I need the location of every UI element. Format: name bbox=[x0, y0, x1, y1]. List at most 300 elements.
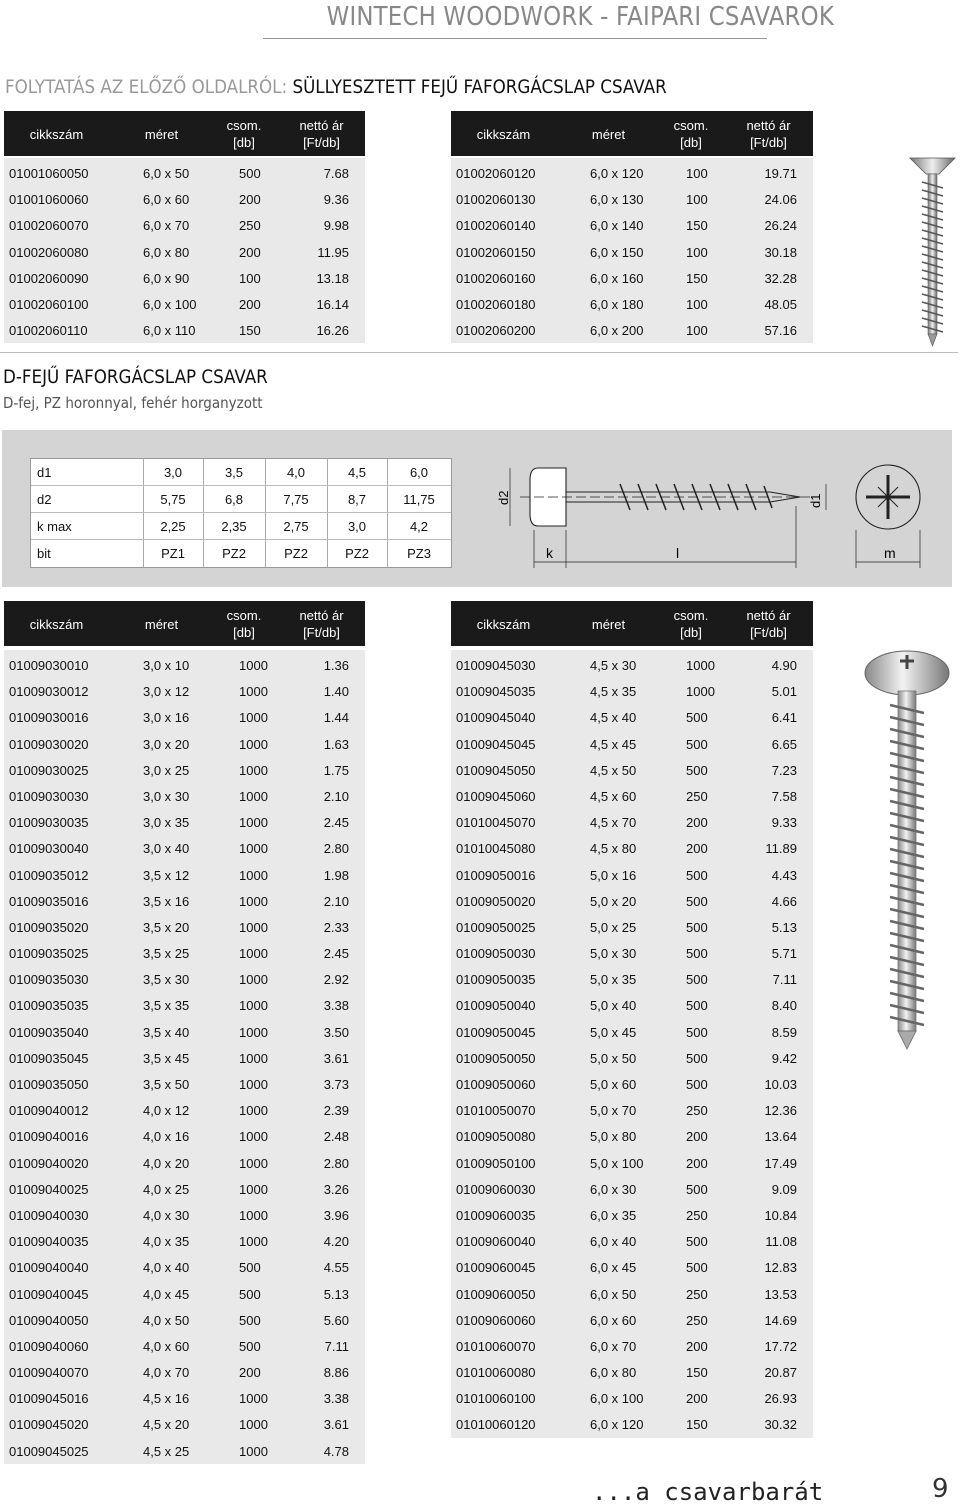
diagram-d2-label: d2 bbox=[496, 490, 511, 505]
cell-price: 7.11 bbox=[324, 1338, 349, 1354]
header-qty-line2: [db] bbox=[233, 135, 255, 150]
table-row bbox=[4, 1281, 365, 1307]
cell-price: 12.83 bbox=[764, 1260, 797, 1276]
cell-price: 1.63 bbox=[323, 736, 349, 752]
section1-heading bbox=[5, 76, 667, 98]
cell-price: 16.14 bbox=[316, 296, 349, 312]
cell-price: 2.80 bbox=[323, 841, 349, 857]
cell-code: 01009030025 bbox=[9, 762, 89, 778]
cell-price: 9.09 bbox=[771, 1181, 797, 1197]
cell-size: 6,0 x 35 bbox=[590, 1207, 637, 1223]
table-row bbox=[4, 186, 365, 212]
section1-prefix: FOLYTATÁS AZ ELŐZŐ OLDALRÓL: bbox=[5, 76, 293, 98]
cell-size: 4,5 x 16 bbox=[143, 1391, 190, 1407]
screw-dimension-diagram bbox=[490, 450, 950, 580]
cell-code: 01009060060 bbox=[456, 1312, 536, 1328]
cell-code: 01009035025 bbox=[9, 946, 89, 962]
cell-qty: 1000 bbox=[239, 1024, 268, 1040]
cell-code: 01002060180 bbox=[456, 296, 536, 312]
table-header bbox=[451, 111, 813, 156]
spec-value: 3,0 bbox=[347, 519, 367, 534]
table-header bbox=[4, 601, 365, 646]
cell-qty: 500 bbox=[686, 762, 708, 778]
cell-code: 01001060060 bbox=[9, 192, 89, 208]
spec-row bbox=[31, 540, 451, 567]
table-row bbox=[451, 835, 813, 861]
cell-size: 6,0 x 70 bbox=[143, 218, 190, 234]
cell-code: 01009060040 bbox=[456, 1234, 536, 1250]
cell-code: 01009030010 bbox=[9, 658, 89, 673]
table-row bbox=[451, 1097, 813, 1123]
cell-price: 2.39 bbox=[323, 1103, 349, 1119]
cell-qty: 150 bbox=[686, 1365, 708, 1381]
header-qty-line2: [db] bbox=[233, 625, 255, 640]
cell-qty: 200 bbox=[239, 296, 261, 312]
cell-price: 10.84 bbox=[764, 1207, 797, 1223]
cell-code: 01002060070 bbox=[9, 218, 89, 234]
cell-qty: 250 bbox=[686, 788, 708, 804]
table-row bbox=[4, 265, 365, 291]
cell-code: 01009040025 bbox=[9, 1181, 89, 1197]
table-row bbox=[4, 160, 365, 186]
table-row bbox=[4, 652, 365, 678]
cell-qty: 100 bbox=[686, 323, 708, 339]
table-row bbox=[4, 940, 365, 966]
table-row bbox=[451, 731, 813, 757]
cell-qty: 500 bbox=[686, 867, 708, 883]
cell-size: 4,5 x 80 bbox=[590, 841, 637, 857]
cell-price: 2.45 bbox=[323, 946, 349, 962]
cell-code: 01009050016 bbox=[456, 867, 536, 883]
cell-price: 2.10 bbox=[323, 893, 349, 909]
cell-price: 57.16 bbox=[764, 323, 797, 339]
product-table-4 bbox=[451, 601, 813, 1438]
header-size: méret bbox=[591, 617, 626, 632]
cell-size: 6,0 x 80 bbox=[590, 1365, 637, 1381]
cell-qty: 1000 bbox=[239, 1129, 268, 1145]
cell-size: 3,0 x 35 bbox=[143, 815, 190, 831]
cell-price: 1.75 bbox=[323, 762, 349, 778]
table-row bbox=[451, 757, 813, 783]
cell-code: 01002060120 bbox=[456, 166, 536, 181]
cell-price: 4.55 bbox=[323, 1260, 349, 1276]
spec-value: PZ1 bbox=[161, 546, 185, 561]
table-row bbox=[451, 1254, 813, 1280]
cell-price: 10.03 bbox=[764, 1077, 797, 1092]
cell-size: 4,0 x 25 bbox=[143, 1181, 190, 1197]
cell-qty: 1000 bbox=[239, 1417, 268, 1433]
cell-qty: 1000 bbox=[239, 998, 268, 1014]
spec-value: PZ2 bbox=[345, 546, 369, 561]
header-size: méret bbox=[591, 127, 626, 142]
cell-size: 4,5 x 45 bbox=[590, 736, 637, 752]
cell-code: 01002060090 bbox=[9, 270, 89, 286]
table-body bbox=[451, 158, 813, 343]
cell-code: 01009045025 bbox=[9, 1443, 89, 1459]
diagram-m-label: m bbox=[884, 545, 896, 561]
cell-code: 01009040020 bbox=[9, 1155, 89, 1171]
diagram-k-label: k bbox=[546, 545, 553, 561]
cell-qty: 1000 bbox=[686, 658, 715, 673]
header-price-line1: nettó ár bbox=[746, 608, 791, 623]
diagram-l-label: l bbox=[676, 545, 680, 561]
cell-price: 30.18 bbox=[764, 244, 797, 260]
table-row bbox=[451, 1228, 813, 1254]
table-row bbox=[4, 1202, 365, 1228]
cell-size: 6,0 x 50 bbox=[590, 1286, 637, 1302]
cell-qty: 500 bbox=[686, 919, 708, 935]
cell-price: 11.95 bbox=[317, 244, 349, 260]
cell-price: 26.93 bbox=[764, 1391, 797, 1407]
cell-price: 2.80 bbox=[323, 1155, 349, 1171]
cell-size: 6,0 x 120 bbox=[590, 1417, 644, 1433]
cell-code: 01009050020 bbox=[456, 893, 536, 909]
table-row bbox=[451, 160, 813, 186]
cell-code: 01009035035 bbox=[9, 998, 89, 1014]
cell-qty: 500 bbox=[686, 972, 708, 988]
header-qty-line1: csom. bbox=[673, 118, 709, 133]
cell-code: 01002060110 bbox=[9, 323, 88, 339]
cell-code: 01009050035 bbox=[456, 972, 536, 988]
cell-size: 3,5 x 12 bbox=[143, 867, 190, 883]
table-row bbox=[4, 1176, 365, 1202]
header-size: méret bbox=[144, 127, 179, 142]
header-code: cikkszám bbox=[476, 617, 531, 632]
cell-size: 4,0 x 60 bbox=[143, 1338, 190, 1354]
cell-qty: 500 bbox=[686, 736, 708, 752]
spec-label: k max bbox=[37, 519, 72, 534]
header-qty-line1: csom. bbox=[226, 118, 262, 133]
cell-code: 01009040016 bbox=[9, 1129, 89, 1145]
cell-code: 01009060030 bbox=[456, 1181, 536, 1197]
table-header bbox=[4, 111, 365, 156]
cell-size: 4,0 x 45 bbox=[143, 1286, 190, 1302]
table-row bbox=[4, 1150, 365, 1176]
cell-qty: 1000 bbox=[239, 1050, 268, 1066]
table-row bbox=[451, 212, 813, 238]
cell-qty: 200 bbox=[686, 1391, 708, 1407]
header-price-line2: [Ft/db] bbox=[303, 625, 340, 640]
cell-qty: 500 bbox=[686, 1234, 708, 1250]
table-row bbox=[4, 678, 365, 704]
cell-size: 5,0 x 50 bbox=[590, 1050, 637, 1066]
table-row bbox=[4, 291, 365, 317]
cell-qty: 500 bbox=[239, 1286, 261, 1302]
cell-qty: 1000 bbox=[239, 919, 268, 935]
spec-table bbox=[30, 458, 452, 568]
table-row bbox=[4, 1228, 365, 1254]
table-row bbox=[451, 1281, 813, 1307]
table-row bbox=[451, 1150, 813, 1176]
cell-price: 3.73 bbox=[323, 1077, 349, 1092]
table-row bbox=[4, 992, 365, 1018]
table-row bbox=[451, 704, 813, 730]
table-header bbox=[451, 601, 813, 646]
cell-price: 11.08 bbox=[765, 1234, 797, 1250]
spec-value: 7,75 bbox=[283, 492, 309, 507]
table-body bbox=[4, 158, 365, 343]
section2-subtitle: D-fej, PZ horonnyal, fehér horganyzott bbox=[3, 394, 263, 412]
cell-price: 5.60 bbox=[323, 1312, 349, 1328]
cell-price: 3.96 bbox=[323, 1207, 349, 1223]
cell-qty: 1000 bbox=[239, 1443, 268, 1459]
cell-qty: 100 bbox=[686, 244, 708, 260]
cell-code: 01009050025 bbox=[456, 919, 536, 935]
table-row bbox=[4, 835, 365, 861]
cell-size: 6,0 x 160 bbox=[590, 270, 644, 286]
cell-size: 4,5 x 50 bbox=[590, 762, 637, 778]
table-row bbox=[451, 1176, 813, 1202]
cell-price: 30.32 bbox=[764, 1417, 797, 1433]
cell-size: 3,5 x 50 bbox=[143, 1077, 190, 1092]
cell-qty: 1000 bbox=[239, 841, 268, 857]
table-row bbox=[451, 914, 813, 940]
spec-value: 2,35 bbox=[221, 519, 247, 534]
cell-qty: 500 bbox=[686, 710, 708, 726]
table-row bbox=[451, 678, 813, 704]
cell-code: 01009045045 bbox=[456, 736, 536, 752]
cell-qty: 1000 bbox=[239, 658, 268, 673]
cell-qty: 1000 bbox=[239, 736, 268, 752]
cell-size: 6,0 x 60 bbox=[143, 192, 190, 208]
cell-price: 3.50 bbox=[323, 1024, 349, 1040]
cell-size: 6,0 x 50 bbox=[143, 166, 190, 181]
cell-qty: 200 bbox=[686, 841, 708, 857]
cell-size: 6,0 x 100 bbox=[143, 296, 197, 312]
table-row bbox=[451, 1045, 813, 1071]
cell-code: 01009040070 bbox=[9, 1365, 89, 1381]
cell-price: 9.36 bbox=[323, 192, 349, 208]
header-size: méret bbox=[144, 617, 179, 632]
cell-size: 6,0 x 90 bbox=[143, 270, 190, 286]
cell-code: 01009035050 bbox=[9, 1077, 89, 1092]
cell-size: 4,0 x 70 bbox=[143, 1365, 190, 1381]
cell-price: 1.98 bbox=[323, 867, 349, 883]
cell-size: 3,5 x 40 bbox=[143, 1024, 190, 1040]
cell-code: 01002060130 bbox=[456, 192, 536, 208]
product-table-2 bbox=[451, 111, 813, 343]
cell-code: 01009045020 bbox=[9, 1417, 89, 1433]
spec-label: d1 bbox=[37, 465, 52, 480]
cell-price: 9.33 bbox=[771, 815, 797, 831]
cell-size: 5,0 x 16 bbox=[590, 867, 637, 883]
cell-qty: 1000 bbox=[239, 1155, 268, 1171]
cell-qty: 1000 bbox=[239, 1207, 268, 1223]
cell-qty: 500 bbox=[686, 1050, 708, 1066]
cell-qty: 1000 bbox=[239, 1391, 268, 1407]
cell-price: 1.36 bbox=[323, 658, 349, 673]
spec-value: 2,25 bbox=[160, 519, 186, 534]
cell-code: 01002060080 bbox=[9, 244, 89, 260]
table-row bbox=[4, 317, 365, 343]
cell-price: 3.61 bbox=[323, 1417, 349, 1433]
cell-size: 6,0 x 100 bbox=[590, 1391, 644, 1407]
cell-size: 6,0 x 45 bbox=[590, 1260, 637, 1276]
table-row bbox=[4, 239, 365, 265]
cell-code: 01002060200 bbox=[456, 323, 536, 339]
cell-size: 3,5 x 16 bbox=[143, 893, 190, 909]
table-row bbox=[451, 291, 813, 317]
cell-price: 17.72 bbox=[764, 1338, 797, 1354]
cell-size: 4,5 x 60 bbox=[590, 788, 637, 804]
cell-qty: 150 bbox=[686, 218, 708, 234]
header-price-line2: [Ft/db] bbox=[303, 135, 340, 150]
cell-qty: 100 bbox=[686, 192, 708, 208]
header-price-line1: nettó ár bbox=[299, 608, 344, 623]
diagram-d1-label: d1 bbox=[808, 493, 823, 508]
cell-price: 9.98 bbox=[323, 218, 349, 234]
cell-size: 6,0 x 40 bbox=[590, 1234, 637, 1250]
cell-size: 3,0 x 25 bbox=[143, 762, 190, 778]
cell-qty: 1000 bbox=[239, 1077, 268, 1092]
table-row bbox=[4, 1045, 365, 1071]
table-row bbox=[4, 1071, 365, 1097]
cell-code: 01010050070 bbox=[456, 1103, 536, 1119]
cell-qty: 200 bbox=[239, 244, 261, 260]
cell-qty: 1000 bbox=[239, 972, 268, 988]
spec-value: PZ3 bbox=[407, 546, 431, 561]
table-row bbox=[451, 239, 813, 265]
cell-code: 01009050040 bbox=[456, 998, 536, 1014]
cell-code: 01009050060 bbox=[456, 1077, 536, 1092]
cell-code: 01009060035 bbox=[456, 1207, 536, 1223]
cell-size: 5,0 x 80 bbox=[590, 1129, 637, 1145]
header-qty-line2: [db] bbox=[680, 135, 702, 150]
cell-size: 6,0 x 140 bbox=[590, 218, 644, 234]
cell-size: 4,5 x 35 bbox=[590, 684, 637, 700]
cell-size: 4,5 x 30 bbox=[590, 658, 637, 673]
spec-row bbox=[31, 486, 451, 513]
product-table-3 bbox=[4, 601, 365, 1464]
cell-price: 13.53 bbox=[764, 1286, 797, 1302]
spec-value: 6,0 bbox=[409, 465, 429, 480]
cell-qty: 500 bbox=[686, 1260, 708, 1276]
cell-price: 5.13 bbox=[771, 919, 797, 935]
cell-price: 7.58 bbox=[771, 788, 797, 804]
cell-size: 4,5 x 40 bbox=[590, 710, 637, 726]
table-row bbox=[451, 1019, 813, 1045]
cell-qty: 250 bbox=[686, 1207, 708, 1223]
cell-qty: 150 bbox=[239, 323, 261, 339]
cell-size: 6,0 x 150 bbox=[590, 244, 644, 260]
cell-code: 01009035016 bbox=[9, 893, 89, 909]
section-divider bbox=[0, 352, 958, 353]
cell-code: 01009045035 bbox=[456, 684, 536, 700]
cell-size: 6,0 x 70 bbox=[590, 1338, 637, 1354]
cell-price: 32.28 bbox=[764, 270, 797, 286]
cell-size: 4,0 x 35 bbox=[143, 1234, 190, 1250]
table-body bbox=[4, 650, 365, 1464]
cell-size: 3,0 x 12 bbox=[143, 684, 190, 700]
table-row bbox=[451, 652, 813, 678]
table-row bbox=[451, 783, 813, 809]
cell-price: 2.45 bbox=[323, 815, 349, 831]
spec-value: 5,75 bbox=[160, 492, 186, 507]
cell-qty: 200 bbox=[239, 192, 261, 208]
cell-code: 01009030012 bbox=[9, 684, 89, 700]
cell-size: 6,0 x 130 bbox=[590, 192, 644, 208]
cell-qty: 1000 bbox=[239, 893, 268, 909]
cell-size: 4,5 x 25 bbox=[143, 1443, 190, 1459]
cell-size: 5,0 x 100 bbox=[590, 1155, 644, 1171]
header-qty-line2: [db] bbox=[680, 625, 702, 640]
table-row bbox=[451, 1385, 813, 1411]
header-qty-line1: csom. bbox=[673, 608, 709, 623]
cell-code: 01009035045 bbox=[9, 1050, 89, 1066]
section1-title: SÜLLYESZTETT FEJŰ FAFORGÁCSLAP CSAVAR bbox=[292, 76, 667, 98]
cell-qty: 1000 bbox=[239, 1103, 268, 1119]
spec-label: d2 bbox=[37, 492, 52, 507]
cell-price: 17.49 bbox=[764, 1155, 797, 1171]
cell-code: 01009035020 bbox=[9, 919, 89, 935]
cell-qty: 500 bbox=[239, 1312, 261, 1328]
cell-size: 5,0 x 25 bbox=[590, 919, 637, 935]
table-row bbox=[4, 1123, 365, 1149]
cell-code: 01009060045 bbox=[456, 1260, 536, 1276]
cell-code: 01009045030 bbox=[456, 658, 536, 673]
cell-qty: 1000 bbox=[239, 946, 268, 962]
header-price-line2: [Ft/db] bbox=[750, 135, 787, 150]
section2-title: D-FEJŰ FAFORGÁCSLAP CSAVAR bbox=[3, 366, 268, 388]
cell-code: 01009060050 bbox=[456, 1286, 536, 1302]
spec-value: 8,7 bbox=[347, 492, 367, 507]
spec-value: 3,0 bbox=[163, 465, 183, 480]
cell-code: 01009030035 bbox=[9, 815, 89, 831]
cell-qty: 250 bbox=[686, 1286, 708, 1302]
cell-code: 01009030030 bbox=[9, 788, 89, 804]
cell-qty: 1000 bbox=[239, 867, 268, 883]
table-row bbox=[4, 757, 365, 783]
cell-size: 3,0 x 10 bbox=[143, 658, 190, 673]
cell-qty: 1000 bbox=[239, 1234, 268, 1250]
header-qty-line1: csom. bbox=[226, 608, 262, 623]
cell-code: 01009035040 bbox=[9, 1024, 89, 1040]
cell-qty: 150 bbox=[686, 1417, 708, 1433]
page-number: 9 bbox=[932, 1474, 949, 1504]
cell-code: 01002060150 bbox=[456, 244, 536, 260]
cell-price: 5.71 bbox=[771, 946, 797, 962]
cell-qty: 500 bbox=[239, 1260, 261, 1276]
cell-qty: 1000 bbox=[239, 815, 268, 831]
spec-value: 4,5 bbox=[347, 465, 367, 480]
spec-label: bit bbox=[37, 546, 51, 561]
cell-qty: 500 bbox=[686, 998, 708, 1014]
cell-price: 3.38 bbox=[323, 1391, 349, 1407]
cell-size: 6,0 x 120 bbox=[590, 166, 644, 181]
cell-size: 4,0 x 40 bbox=[143, 1260, 190, 1276]
header-price-line1: nettó ár bbox=[299, 118, 344, 133]
cell-code: 01010060120 bbox=[456, 1417, 536, 1433]
cell-code: 01002060140 bbox=[456, 218, 536, 234]
cell-qty: 500 bbox=[686, 1077, 708, 1092]
cell-price: 8.40 bbox=[771, 998, 797, 1014]
cell-size: 4,0 x 16 bbox=[143, 1129, 190, 1145]
table-row bbox=[4, 1411, 365, 1437]
spec-value: 3,5 bbox=[224, 465, 244, 480]
cell-qty: 200 bbox=[239, 1365, 261, 1381]
cell-code: 01009040030 bbox=[9, 1207, 89, 1223]
cell-price: 4.78 bbox=[323, 1443, 349, 1459]
table-row bbox=[451, 992, 813, 1018]
table-row bbox=[451, 1071, 813, 1097]
cell-code: 01009050045 bbox=[456, 1024, 536, 1040]
title-divider bbox=[263, 38, 767, 39]
table-row bbox=[4, 704, 365, 730]
cell-qty: 250 bbox=[686, 1103, 708, 1119]
spec-value: 6,8 bbox=[224, 492, 244, 507]
cell-size: 3,5 x 45 bbox=[143, 1050, 190, 1066]
spec-row bbox=[31, 459, 451, 486]
